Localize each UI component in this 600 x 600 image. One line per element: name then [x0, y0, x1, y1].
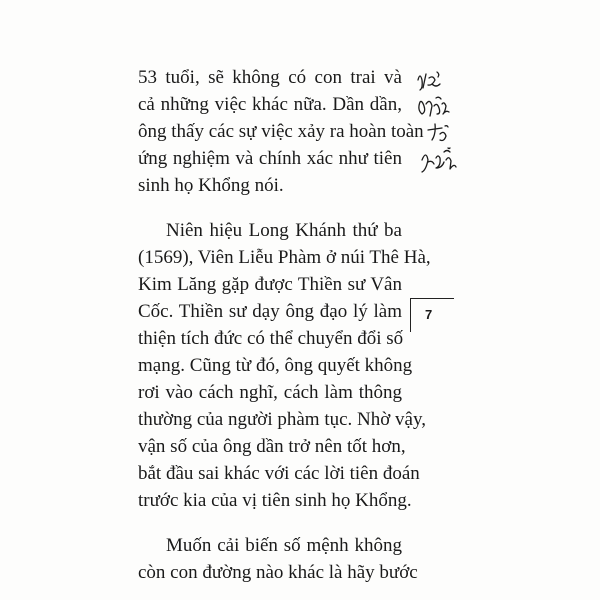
- text-line: Muốn cải biến số mệnh không: [166, 535, 402, 556]
- text-line: còn con đường nào khác là hãy bước: [138, 562, 418, 583]
- text-line: vận số của ông dần trở nên tốt hơn,: [138, 436, 406, 457]
- page-number: 7: [425, 307, 433, 322]
- text-line: cả những việc khác nữa. Dần dần,: [138, 94, 402, 115]
- text-line: thường của người phàm tục. Nhờ vậy,: [138, 409, 427, 430]
- text-line: rơi vào cách nghĩ, cách làm thông: [138, 382, 402, 403]
- text-line: mạng. Cũng từ đó, ông quyết không: [138, 355, 413, 376]
- calligraphy-side-title: [412, 68, 472, 208]
- text-line: bắt đầu sai khác với các lời tiên đoán: [138, 463, 420, 484]
- calligraphy-title-glyphs: [412, 68, 472, 208]
- text-line: (1569), Viên Liễu Phàm ở núi Thê Hà,: [138, 247, 431, 268]
- text-line: Niên hiệu Long Khánh thứ ba: [166, 220, 402, 241]
- text-line: sinh họ Khổng nói.: [138, 175, 284, 196]
- text-line: Cốc. Thiền sư dạy ông đạo lý làm: [138, 301, 402, 322]
- text-line: ông thấy các sự việc xảy ra hoàn toàn: [138, 121, 424, 142]
- text-line: ứng nghiệm và chính xác như tiên: [138, 148, 402, 169]
- text-line: Kim Lăng gặp được Thiền sư Vân: [138, 274, 402, 295]
- text-line: trước kia của vị tiên sinh họ Khổng.: [138, 490, 412, 511]
- text-line: thiện tích đức có thể chuyển đổi số: [138, 328, 404, 349]
- paragraph-gap: [138, 514, 402, 532]
- paragraph-gap: [138, 199, 402, 217]
- body-text: [138, 64, 431, 586]
- text-line: 53 tuổi, sẽ không có con trai và: [138, 67, 402, 88]
